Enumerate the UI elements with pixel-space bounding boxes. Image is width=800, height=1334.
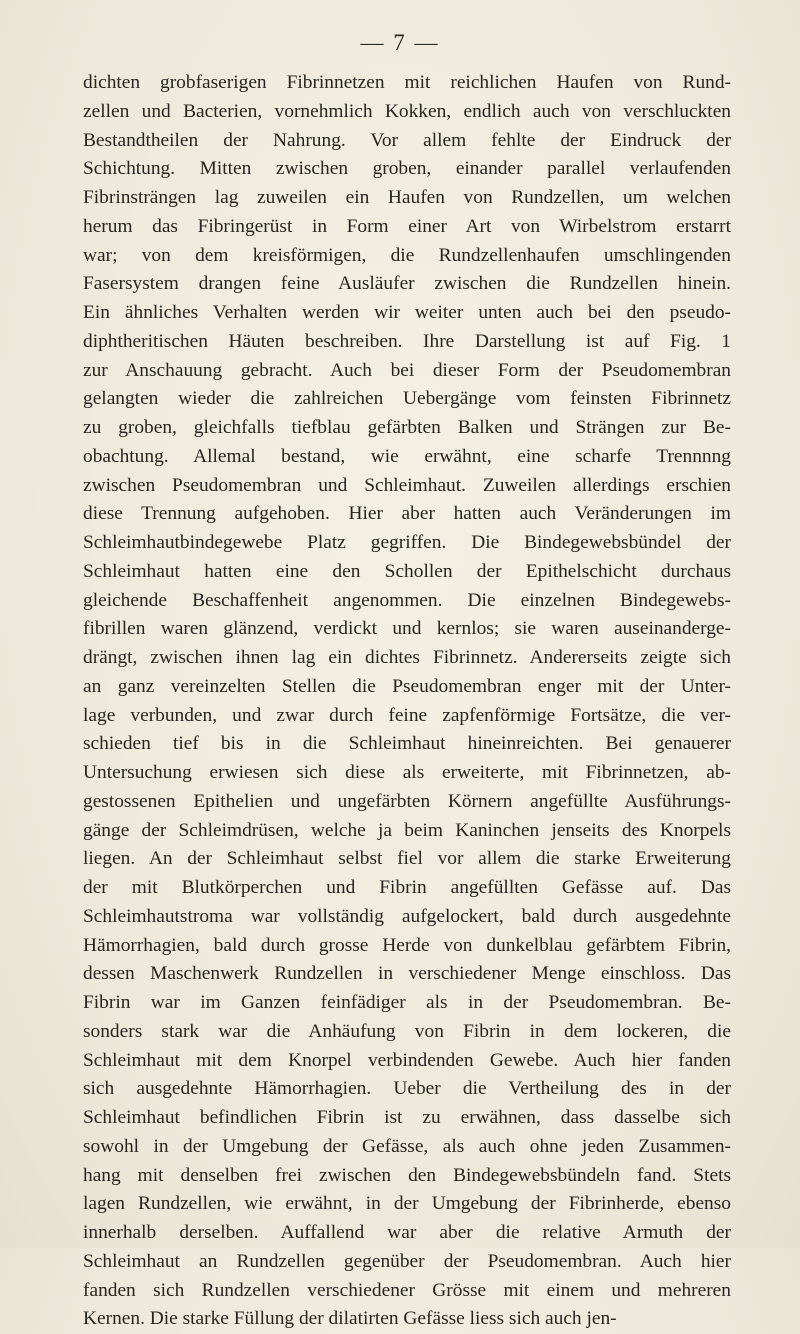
text-line: innerhalb derselben. Auffallend war aber die relative Armuth der: [83, 1222, 731, 1243]
text-line: Untersuchung erwiesen sich diese als erweiterte, mit Fibrinnetzen, ab-: [83, 762, 731, 783]
text-line: Ein ähnliches Verhalten werden wir weiter unten auch bei den pseudo-: [83, 302, 731, 323]
text-line: fibrillen waren glänzend, verdickt und kernlos; sie waren auseinanderge-: [83, 618, 731, 640]
text-line: gänge der Schleimdrüsen, welche ja beim Kaninchen jenseits des Knorpels: [83, 819, 731, 841]
text-line: Schleimhautstroma war vollständig aufgelockert, bald durch ausgedehnte: [83, 905, 731, 927]
text-line: zu groben, gleichfalls tiefblau gefärbten Balken und Strängen zur Be-: [83, 417, 731, 438]
text-line: dichten grobfaserigen Fibrinnetzen mit reichlichen Haufen von Rund-: [83, 72, 731, 93]
text-line: gelangten wieder die zahlreichen Uebergänge vom feinsten Fibrinnetz: [83, 388, 731, 410]
text-line: Fasersystem drangen feine Ausläufer zwischen die Rundzellen hinein.: [83, 273, 731, 295]
body-text: [83, 69, 731, 1334]
text-line: Schichtung. Mitten zwischen groben, einander parallel verlaufenden: [83, 158, 731, 180]
text-line: sich ausgedehnte Hämorrhagien. Ueber die Vertheilung des in der: [83, 1078, 731, 1100]
text-line: Schleimhaut an Rundzellen gegenüber der Pseudomembran. Auch hier: [83, 1250, 731, 1272]
text-line: hang mit denselben frei zwischen den Bindegewebsbündeln fand. Stets: [83, 1164, 731, 1186]
text-line: Schleimhaut hatten eine den Schollen der Epithelschicht durchaus: [83, 560, 731, 582]
text-line: war; von dem kreisförmigen, die Rundzellenhaufen umschlingenden: [83, 244, 731, 266]
text-line: sonders stark war die Anhäufung von Fibrin in dem lockeren, die: [83, 1020, 731, 1042]
text-line: drängt, zwischen ihnen lag ein dichtes Fibrinnetz. Andererseits zeigte sich: [83, 647, 731, 668]
text-line: zwischen Pseudomembran und Schleimhaut. Zuweilen allerdings erschien: [83, 474, 731, 496]
text-line: lagen Rundzellen, wie erwähnt, in der Umgebung der Fibrinherde, ebenso: [83, 1193, 731, 1215]
text-line: diphtheritischen Häuten beschreiben. Ihre Darstellung ist auf Fig. 1: [83, 330, 731, 352]
text-line: Hämorrhagien, bald durch grosse Herde von dunkelblau gefärbtem Fibrin,: [83, 934, 731, 956]
text-line: zur Anschauung gebracht. Auch bei dieser Form der Pseudomembran: [83, 359, 731, 381]
text-line: lage verbunden, und zwar durch feine zapfenförmige Fortsätze, die ver-: [83, 704, 731, 726]
text-line: der mit Blutkörperchen und Fibrin angefüllten Gefässe auf. Das: [83, 877, 731, 898]
text-line: Bestandtheilen der Nahrung. Vor allem fehlte der Eindruck der: [83, 129, 731, 151]
text-line: liegen. An der Schleimhaut selbst fiel vor allem die starke Erweiterung: [83, 848, 731, 870]
text-line: diese Trennung aufgehoben. Hier aber hatten auch Veränderungen im: [83, 503, 731, 525]
text-line: fanden sich Rundzellen verschiedener Grösse mit einem und mehreren: [83, 1279, 731, 1301]
text-line: an ganz vereinzelten Stellen die Pseudomembran enger mit der Unter-: [83, 675, 731, 697]
text-line: Schleimhautbindegewebe Platz gegriffen. Die Bindegewebsbündel der: [83, 532, 731, 553]
text-line: herum das Fibringerüst in Form einer Art von Wirbelstrom erstarrt: [83, 215, 731, 237]
text-line: sowohl in der Umgebung der Gefässe, als auch ohne jeden Zusammen-: [83, 1135, 731, 1157]
page-number: — 7 —: [360, 30, 440, 55]
text-line: Schleimhaut mit dem Knorpel verbindenden Gewebe. Auch hier fanden: [83, 1049, 731, 1071]
text-line: zellen und Bacterien, vornehmlich Kokken, endlich auch von verschluckten: [83, 100, 731, 122]
text-line: dessen Maschenwerk Rundzellen in verschiedener Menge einschloss. Das: [83, 963, 731, 985]
text-line: gestossenen Epithelien und ungefärbten Körnern angefüllte Ausführungs-: [83, 790, 731, 812]
text-line: gleichende Beschaffenheit angenommen. Die einzelnen Bindegewebs-: [83, 589, 731, 611]
text-line: obachtung. Allemal bestand, wie erwähnt, eine scharfe Trennnng: [83, 445, 731, 467]
text-line: Kernen. Die starke Füllung der dilatirten Gefässe liess sich auch jen-: [83, 1308, 617, 1330]
text-line: schieden tief bis in die Schleimhaut hineinreichten. Bei genauerer: [83, 733, 731, 755]
text-line: Fibrin war im Ganzen feinfädiger als in der Pseudomembran. Be-: [83, 992, 731, 1013]
text-line: Fibrinsträngen lag zuweilen ein Haufen von Rundzellen, um welchen: [83, 187, 731, 208]
text-line: Schleimhaut befindlichen Fibrin ist zu erwähnen, dass dasselbe sich: [83, 1107, 731, 1128]
